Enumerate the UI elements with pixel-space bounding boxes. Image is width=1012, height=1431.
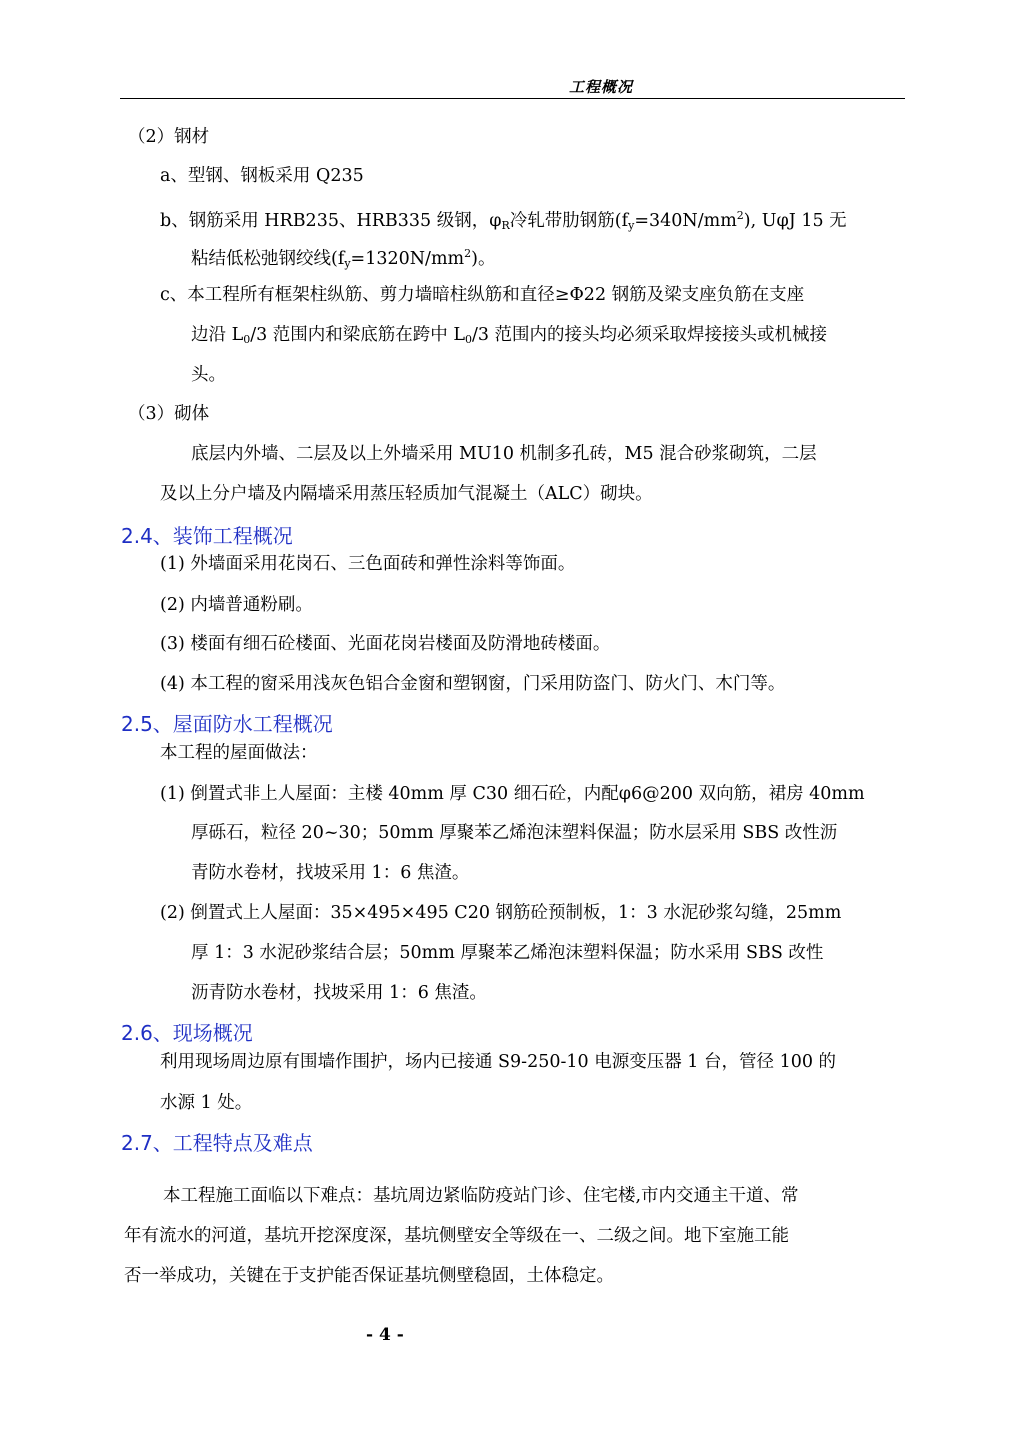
- steel-item-c-line2: 边沿 $L_0/3$ 范围内和梁底筋在跨中 $L_0/3$ 范围内的接头均必须采取焊接接头或机械接: [191, 325, 828, 346]
- section-2-5-item1-line2: 厚砾石，粒径 20~30；50mm 厚聚苯乙烯泡沫塑料保温；防水层采用 SBS 改性沥: [191, 823, 838, 843]
- section-2-5-heading: 2.5、屋面防水工程概况: [121, 712, 333, 736]
- section-2-7-line2: 年有流水的河道，基坑开挖深度深，基坑侧壁安全等级在一、二级之间。地下室施工能: [124, 1226, 789, 1246]
- steel-item-a: a、型钢、钢板采用 Q235: [160, 166, 364, 186]
- page-number: - 4 -: [366, 1325, 404, 1345]
- header-title: 工程概况: [568, 78, 633, 96]
- steel-item-c-line1: c、本工程所有框架柱纵筋、剪力墙暗柱纵筋和直径≥Φ22 钢筋及梁支座负筋在支座: [160, 285, 805, 305]
- section-2-5-item2-line3: 沥青防水卷材，找坡采用 1：6 焦渣。: [191, 983, 487, 1003]
- section-2-4-item-3: (3) 楼面有细石砼楼面、光面花岗岩楼面及防滑地砖楼面。: [160, 634, 611, 654]
- section-2-5-item2-line2: 厚 1：3 水泥砂浆结合层；50mm 厚聚苯乙烯泡沫塑料保温；防水采用 SBS 改性: [191, 943, 824, 963]
- section-2-5-intro: 本工程的屋面做法：: [160, 743, 318, 763]
- page-header: [120, 76, 905, 99]
- section-2-4-item-2: (2) 内墙普通粉刷。: [160, 595, 313, 615]
- section-2-6-line2: 水源 1 处。: [160, 1093, 253, 1113]
- masonry-title: （3）砌体: [128, 404, 210, 424]
- section-2-6-line1: 利用现场周边原有围墙作围护，场内已接通 S9-250-10 电源变压器 1 台，管径 100 的: [160, 1052, 837, 1072]
- section-2-4-item-1: (1) 外墙面采用花岗石、三色面砖和弹性涂料等饰面。: [160, 554, 576, 574]
- section-2-7-line3: 否一举成功，关键在于支护能否保证基坑侧壁稳固，土体稳定。: [124, 1266, 614, 1286]
- section-2-4-heading: 2.4、装饰工程概况: [121, 524, 293, 548]
- section-2-5-item1-line3: 青防水卷材，找坡采用 1：6 焦渣。: [191, 863, 470, 883]
- section-2-7-heading: 2.7、工程特点及难点: [121, 1131, 313, 1155]
- masonry-line1: 底层内外墙、二层及以上外墙采用 MU10 机制多孔砖，M5 混合砂浆砌筑，二层: [191, 444, 817, 464]
- section-2-5-item2-line1: (2) 倒置式上人屋面：35×495×495 C20 钢筋砼预制板，1：3 水泥砂浆勾缝，25mm: [160, 903, 842, 923]
- steel-item-c-line3: 头。: [191, 365, 226, 385]
- steel-item-b-line1: b、钢筋采用 HRB235、HRB335 级钢，$\varphi_R$冷轧带肋钢筋$(f_y=340N/mm^2)$, UφJ 15 无: [160, 209, 847, 232]
- section-2-7-line1: 本工程施工面临以下难点：基坑周边紧临防疫站门诊、住宅楼,市内交通主干道、常: [163, 1186, 799, 1206]
- steel-title: （2）钢材: [128, 127, 210, 147]
- section-2-4-item-4: (4) 本工程的窗采用浅灰色铝合金窗和塑钢窗，门采用防盗门、防火门、木门等。: [160, 674, 786, 694]
- section-2-5-item1-line1: (1) 倒置式非上人屋面：主楼 40mm 厚 C30 细石砼，内配φ6@200 双向筋，裙房 40mm: [160, 784, 865, 804]
- steel-item-b-line2: 粘结低松弛钢绞线$(f_y=1320N/mm^2)$。: [191, 247, 496, 270]
- masonry-line2: 及以上分户墙及内隔墙采用蒸压轻质加气混凝土（ALC）砌块。: [160, 484, 653, 504]
- section-2-6-heading: 2.6、现场概况: [121, 1021, 253, 1045]
